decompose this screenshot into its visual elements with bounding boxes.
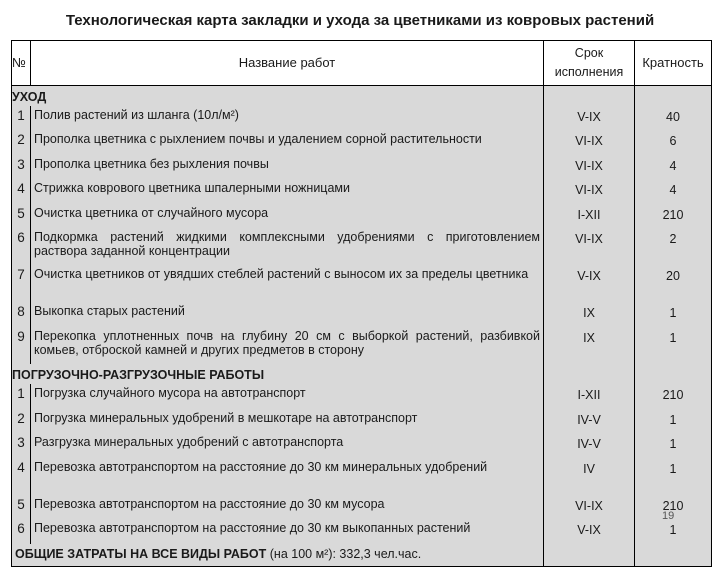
row-name: Выкопка старых растений [31,302,544,327]
row-num: 1 [12,384,31,409]
row-freq: 6 [635,130,712,155]
row-num: 2 [12,130,31,155]
row-term: V-IX [544,106,635,131]
row-num: 7 [12,265,31,302]
total-value: (на 100 м²): 332,3 чел.час. [269,547,422,562]
table-row [12,179,712,204]
row-name: Перевозка автотранспортом на расстояние до 30 км выкопанных растений [31,519,544,544]
header-name: Название работ [31,41,544,86]
row-term: V-IX [544,265,635,302]
section-row-loading [12,364,712,384]
row-num: 4 [12,458,31,495]
page-title: Технологическая карта закладки и ухода за цветниками из ковровых растений [65,12,655,29]
row-freq: 1 [635,302,712,327]
row-num: 8 [12,302,31,327]
table-row [12,384,712,409]
row-name: Прополка цветника без рыхления почвы [31,155,544,180]
row-freq: 1 [635,327,712,364]
row-name: Перевозка автотранспортом на расстояние до 30 км мусора [31,495,544,520]
row-term: IV [544,458,635,495]
total-text [12,544,544,566]
row-freq: 210 [635,495,712,520]
row-freq: 210 [635,384,712,409]
table-row [12,265,712,302]
header-num: № [12,41,31,86]
row-num: 4 [12,179,31,204]
row-term: IX [544,327,635,364]
row-term: IV-V [544,433,635,458]
table-row [12,204,712,229]
row-freq: 20 [635,265,712,302]
table-row [12,409,712,434]
row-freq: 40 [635,106,712,131]
row-freq: 2 [635,228,712,265]
row-num: 2 [12,409,31,434]
row-freq: 4 [635,155,712,180]
row-term: V-IX [544,519,635,544]
row-term: VI-IX [544,155,635,180]
row-term: VI-IX [544,179,635,204]
row-term: VI-IX [544,130,635,155]
row-num: 6 [12,519,31,544]
row-freq: 210 [635,204,712,229]
row-term: IV-V [544,409,635,434]
row-name: Прополка цветника с рыхлением почвы и удалением сорной растительности [31,130,544,155]
row-freq: 1 [635,519,712,544]
table-row [12,302,712,327]
total-label: ОБЩИЕ ЗАТРАТЫ НА ВСЕ ВИДЫ РАБОТ [15,547,267,562]
row-name: Разгрузка минеральных удобрений с автотранспорта [31,433,544,458]
row-name: Погрузка случайного мусора на автотранспорт [31,384,544,409]
table-row [12,458,712,495]
section-row-care [12,86,712,106]
total-row [12,544,712,566]
table-row [12,106,712,131]
table-row [12,327,712,364]
row-num: 5 [12,204,31,229]
header-term: Срок исполнения [544,41,635,86]
table-row [12,155,712,180]
tech-card-table [11,40,712,567]
page-number: 19 [662,510,675,522]
section-title: УХОД [12,86,544,106]
table-row [12,228,712,265]
row-num: 3 [12,433,31,458]
row-freq: 1 [635,458,712,495]
table-row [12,433,712,458]
row-num: 3 [12,155,31,180]
row-name: Полив растений из шланга (10л/м²) [31,106,544,131]
row-term: I-XII [544,204,635,229]
row-name: Подкормка растений жидкими комплексными удобрениями с приготовлением раствора заданной концентрации [31,228,544,265]
table-row [12,130,712,155]
row-freq: 4 [635,179,712,204]
row-term: VI-IX [544,228,635,265]
row-name: Очистка цветника от случайного мусора [31,204,544,229]
row-num: 6 [12,228,31,265]
row-num: 9 [12,327,31,364]
table-row [12,495,712,520]
row-freq: 1 [635,433,712,458]
row-name: Погрузка минеральных удобрений в мешкотаре на автотранспорт [31,409,544,434]
table-header-row [12,41,712,86]
header-freq: Кратность [635,41,712,86]
row-name: Стрижка коврового цветника шпалерными ножницами [31,179,544,204]
row-name: Очистка цветников от увядших стеблей растений с выносом их за пределы цветника [31,265,544,302]
row-name: Перевозка автотранспортом на расстояние до 30 км минеральных удобрений [31,458,544,495]
row-num: 5 [12,495,31,520]
section-title: ПОГРУЗОЧНО-РАЗГРУЗОЧНЫЕ РАБОТЫ [12,364,544,384]
row-name: Перекопка уплотненных почв на глубину 20 см с выборкой растений, разбивкой комьев, отброской камней и других предметов в сторону [31,327,544,364]
table-row [12,519,712,544]
row-term: I-XII [544,384,635,409]
row-freq: 1 [635,409,712,434]
row-term: IX [544,302,635,327]
row-num: 1 [12,106,31,131]
row-term: VI-IX [544,495,635,520]
